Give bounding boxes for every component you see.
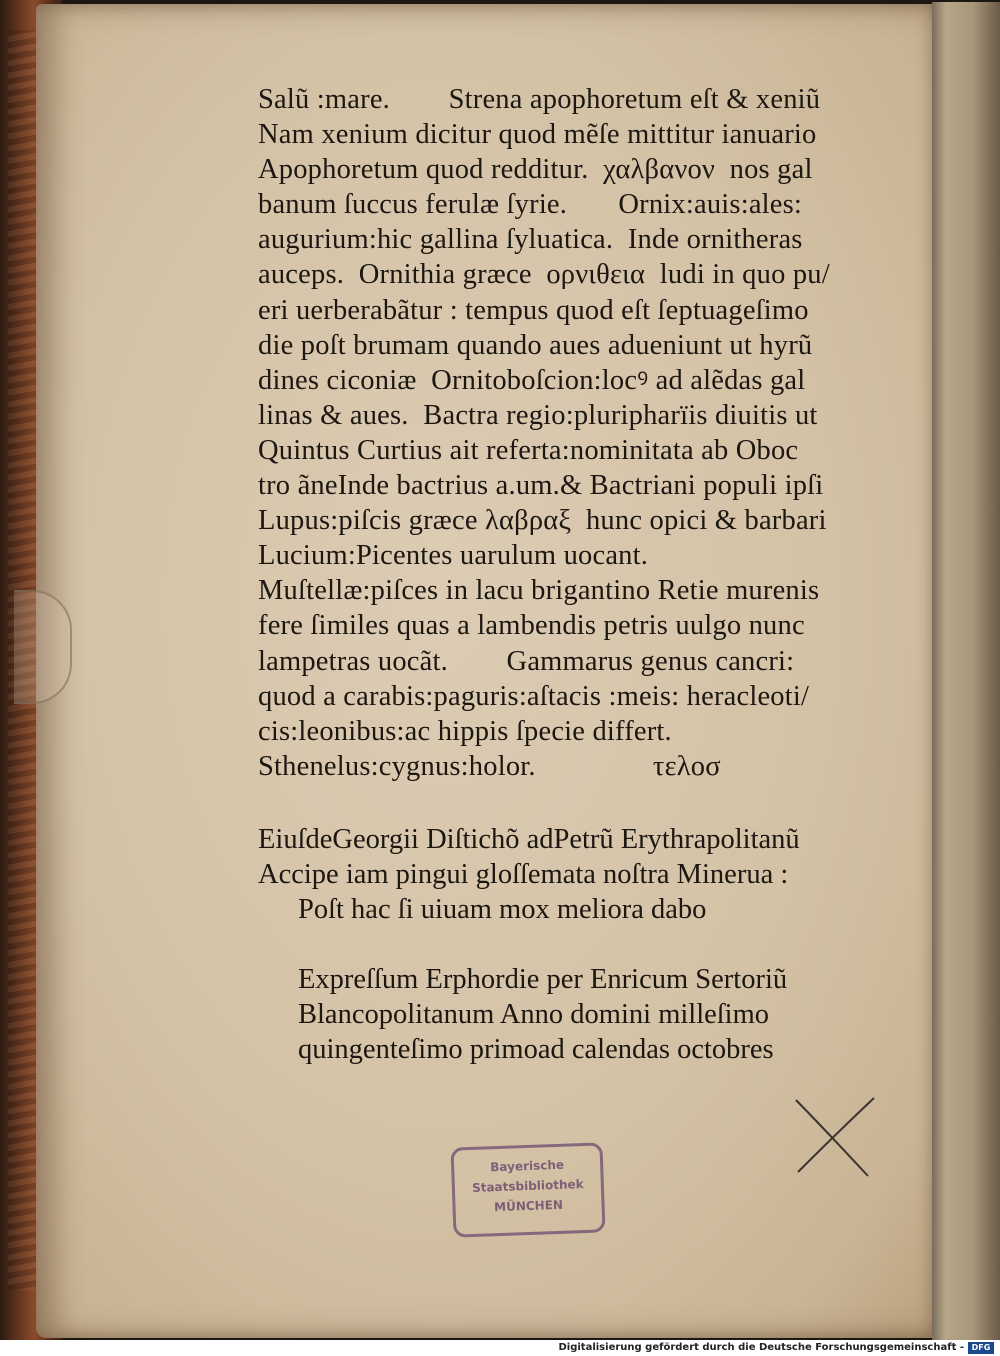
text-line: Apophoretum quod redditur. χαλβανον nos gal bbox=[258, 154, 813, 186]
page-tab-outline bbox=[14, 590, 72, 704]
text-line: fere ſimiles quas a lambendis petris uulgo nunc bbox=[258, 610, 805, 642]
text-line: banum ſuccus ferulæ ſyrie. Ornix:auis:ales: bbox=[258, 189, 803, 221]
stamp-line: Bayerische bbox=[490, 1157, 565, 1175]
colophon-line: Expreſſum Erphordie per Enricum Sertoriũ bbox=[298, 964, 788, 995]
text-line: Muſtellæ:piſces in lacu brigantino Retie murenis bbox=[258, 575, 820, 607]
distich-line: Poſt hac ſi uiuam mox meliora dabo bbox=[298, 894, 707, 926]
colophon-line: Blancopolitanum Anno domini milleſimo bbox=[298, 999, 770, 1031]
text-line: Lucium:Picentes uarulum uocant. bbox=[258, 540, 649, 572]
text-line: lampetras uocãt. Gammarus genus cancri: bbox=[258, 645, 795, 677]
stamp-line: Staatsbibliothek bbox=[471, 1177, 584, 1195]
text-line: die poſt brumam quando aues adueniunt ut hyrũ bbox=[258, 329, 813, 361]
text-line: dines ciconiæ Ornitoboſcion:locꝰ ad alẽdas gal bbox=[258, 364, 806, 396]
text-line: eri uerberabãtur : tempus quod eſt ſeptuageſimo bbox=[258, 294, 809, 326]
footer-credit: Digitalisierung gefördert durch die Deutsche Forschungsgemeinschaft - bbox=[558, 1342, 964, 1353]
pencil-x-mark bbox=[790, 1090, 880, 1180]
stamp-line: MÜNCHEN bbox=[493, 1197, 564, 1215]
text-line: tro ãneInde bactrius a.um.& Bactriani populi ipſi bbox=[258, 470, 824, 502]
distich-line: Accipe iam pingui gloſſemata noſtra Minerua : bbox=[258, 859, 789, 891]
text-line: cis:leonibus:ac hippis ſpecie differt. bbox=[258, 715, 672, 747]
text-line: Sthenelus:cygnus:holor. τελοσ bbox=[258, 750, 721, 782]
dfg-logo: DFG bbox=[968, 1342, 994, 1354]
main-text-block bbox=[258, 82, 878, 784]
text-line: Salũ :mare. Strena apophoretum eſt & xeniũ bbox=[258, 84, 821, 115]
colophon bbox=[298, 962, 898, 1067]
page-edge bbox=[932, 2, 1000, 1340]
text-line: quod a carabis:paguris:aſtacis :meis: heracleoti/ bbox=[258, 680, 810, 712]
footer-bar bbox=[0, 1340, 1000, 1356]
text-line: Lupus:piſcis græce λαβραξ hunc opici & barbari bbox=[258, 505, 827, 537]
colophon-line: quingenteſimo primoad calendas octobres bbox=[298, 1034, 774, 1066]
text-line: Quintus Curtius ait referta:nominitata ab Oboc bbox=[258, 434, 799, 466]
distich-heading: EiuſdeGeorgii Diſtichõ adPetrũ Erythrapolitanũ bbox=[258, 824, 800, 855]
library-stamp bbox=[450, 1142, 605, 1237]
text-line: augurium:hic gallina ſyluatica. Inde ornitheras bbox=[258, 224, 803, 256]
text-line: Nam xenium dicitur quod mẽſe mittitur ianuario bbox=[258, 119, 817, 151]
distich-block bbox=[258, 822, 898, 927]
text-line: auceps. Ornithia græce ορνιθεια ludi in quo pu/ bbox=[258, 259, 830, 291]
text-line: linas & aues. Bactra regio:pluripharïis diuitis ut bbox=[258, 399, 818, 431]
